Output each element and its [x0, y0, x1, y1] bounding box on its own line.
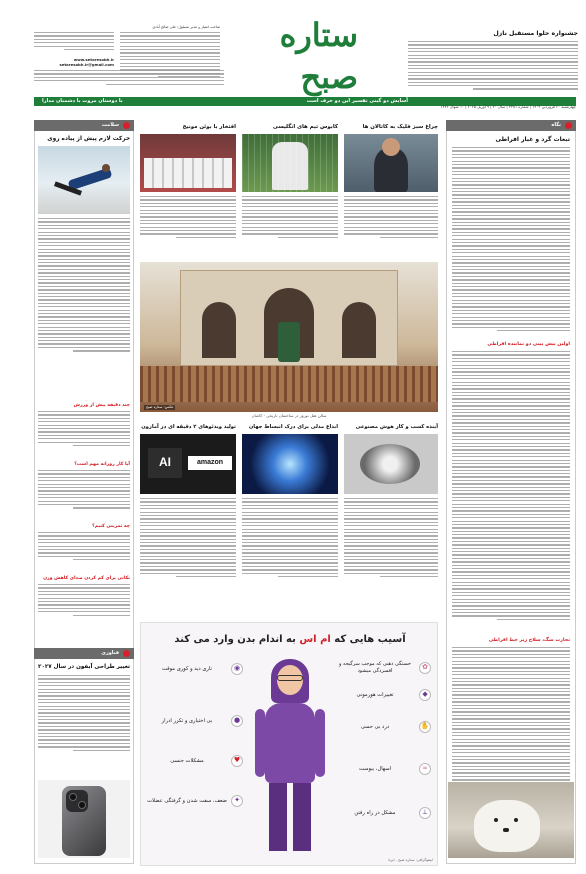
story-photo-2 — [242, 134, 338, 192]
dog-eye-right — [514, 818, 518, 822]
story-photo-1 — [344, 134, 438, 192]
science-photo-2 — [242, 434, 338, 494]
gender-icon: ♥ — [231, 755, 243, 767]
masthead-contact-lines — [34, 32, 114, 50]
address-lines — [34, 70, 224, 85]
slogan-secondary: با دوستان مروت با دشمنان مدارا — [42, 98, 123, 105]
left-article-3 — [38, 470, 130, 509]
info-item-digestion: ∞ اسهال، یبوست — [335, 763, 431, 775]
story-photo-3 — [140, 134, 236, 192]
left-subhead-2: آیا کار روزانه مهم است؟ — [74, 462, 130, 467]
dog-nose — [503, 828, 509, 832]
email-text: setaresobh.ir@gmail.com — [59, 62, 114, 67]
amazon-logo: amazon — [188, 456, 232, 470]
left-article-4 — [38, 532, 130, 560]
right-article-1 — [452, 147, 570, 331]
right-section-header: نگاه — [446, 120, 576, 131]
infographic — [140, 622, 438, 866]
left-article-1 — [38, 218, 130, 352]
dog-body — [474, 800, 540, 852]
coach-head — [382, 138, 400, 156]
website-text: www.setaresobh.ir — [73, 57, 114, 62]
eye-icon: ◉ — [231, 663, 243, 675]
bladder-icon: ● — [231, 715, 243, 727]
info-item-vision: ◉ تاری دید و کوری موقت — [147, 663, 243, 675]
robot-hands — [360, 444, 420, 484]
arch-window-left — [202, 302, 236, 358]
masthead — [0, 0, 586, 112]
science-photo-1 — [344, 434, 438, 494]
issue-date: چهارشنبه ۲۰ فروردین ۱۴۰۴ | شماره ۳۳۸۱ | سال ۲۰ | ۹ آوریل ۲۰۲۵ | ۱۰ شوال ۱۴۴۶ — [440, 104, 576, 109]
intestine-icon: ∞ — [419, 763, 431, 775]
camera-lens-1 — [69, 793, 77, 801]
photo-credit: عکس: ستاره صبح — [146, 405, 174, 410]
right-subhead-3: تجارت سگ، سلاح زیر خط افراطی — [488, 638, 570, 643]
science-text-1 — [344, 498, 438, 577]
hand-icon: ✋ — [419, 721, 431, 733]
license-text: صاحب امتیاز و مدیر مسئول: علی صالح آبادی — [152, 25, 220, 29]
info-item-sexual: ♥ مشکلات جنسی — [147, 755, 243, 767]
info-item-bladder: ● بی اختیاری و تکرر ادرار — [147, 715, 243, 727]
section-dot-icon — [565, 122, 572, 129]
science-headline-3: تولید ویدئوهای ۲ دقیقه ای در آمازون — [141, 424, 236, 430]
brain-icon: ✿ — [419, 662, 431, 674]
right-subhead-2: اولین پیش بینی دو نماینده افراطی — [487, 342, 570, 347]
story-text-3 — [140, 196, 236, 238]
science-text-2 — [242, 498, 338, 577]
ai-chip-label: AI — [148, 448, 182, 478]
left-headline-2: تغییر طراحی آیفون در سال ۲۰۲۷ — [38, 664, 130, 670]
science-photo-3 — [140, 434, 236, 494]
main-photo — [140, 262, 438, 412]
team-row — [144, 158, 232, 188]
slogan: آسایش دو گیتی تفسیر این دو حرف است — [306, 98, 408, 105]
right-article-2 — [452, 351, 570, 620]
thyroid-icon: ◆ — [419, 689, 431, 701]
dog-photo — [448, 782, 574, 858]
net-lines — [242, 134, 338, 192]
infographic-footer: اینفوگرافی: ستاره صبح - ایرنا — [388, 858, 433, 863]
left-subhead-3: چه تمرینی کنیم؟ — [92, 524, 130, 529]
exercise-photo — [38, 146, 130, 214]
railing — [140, 366, 438, 402]
info-item-fatigue: ✿ خستگی دهنی که موجب سرگیجه و افسردگی میشود — [335, 661, 431, 674]
story-text-1 — [344, 196, 438, 238]
section-dot-icon — [123, 650, 130, 657]
infographic-title: آسیب هایی که ام اس به اندام بدن وارد می کند — [174, 634, 406, 645]
figure-glasses — [277, 675, 303, 681]
left-article-2 — [38, 411, 130, 446]
muscle-icon: ✦ — [231, 795, 243, 807]
top-story-headline: جشنواره حلوا مستقبل نازل — [493, 30, 578, 37]
leg-icon: ⟂ — [419, 807, 431, 819]
arch-window-right — [342, 302, 376, 358]
story-headline-1: چراغ سبز فلیک به کاتالان ها — [362, 124, 438, 130]
newspaper-logo: ستاره صبح — [279, 16, 358, 96]
left-section-header: سلامت — [34, 120, 134, 131]
story-headline-2: کابوس تیم های انگلیسی — [272, 124, 338, 130]
science-headline-2: ابداع مدلی برای درک انبساط جهان — [248, 424, 338, 430]
figure-arm-left — [255, 709, 265, 777]
figure-leg-right — [293, 783, 311, 851]
info-item-numbness: ✋ درد بی حسی — [335, 721, 431, 733]
science-row — [140, 422, 438, 622]
runner-head — [102, 164, 110, 172]
left-article-5 — [38, 584, 130, 616]
left-subhead-4: نکاتی برای کم کردن صدای کاهش وزن — [43, 576, 130, 581]
figure-leg-left — [269, 783, 287, 851]
info-item-walking: ⟂ مشکل در راه رفتن — [335, 807, 431, 819]
top-story-text — [408, 41, 578, 90]
left-headline: حرکت لازم پیش از پیاده روی — [47, 136, 130, 142]
iphone-photo — [38, 780, 130, 858]
right-headline-1: تبعات گرد و غبار افراطی — [495, 136, 570, 143]
dog-eye-left — [494, 818, 498, 822]
figure-torso — [265, 703, 315, 783]
left-subhead-1: چند دقیقه پیش از ورزش — [73, 403, 130, 408]
science-text-3 — [140, 498, 236, 577]
table-centerpiece — [278, 322, 300, 362]
info-item-muscles: ✦ ضعف، سفت شدن و گرفتگی عضلات — [147, 795, 243, 807]
section-dot-icon — [123, 122, 130, 129]
main-photo-caption: سالن هتل نوروز در ساختمان تاریخی - کاشان — [251, 413, 327, 418]
top-stories-row — [140, 120, 438, 260]
science-headline-1: آینده کسب و کار هوش مصنوعی — [355, 424, 438, 430]
story-text-2 — [242, 196, 338, 238]
left-section-header-2: فناوری — [34, 648, 134, 659]
info-item-hormones: ◆ تغییرات هورمونی — [335, 689, 431, 701]
figure-arm-right — [315, 709, 325, 777]
body-figure — [255, 657, 325, 853]
camera-lens-2 — [78, 801, 86, 809]
left-article-6 — [38, 675, 130, 751]
story-headline-3: افتخار با بوئن مونیخ — [182, 124, 236, 130]
